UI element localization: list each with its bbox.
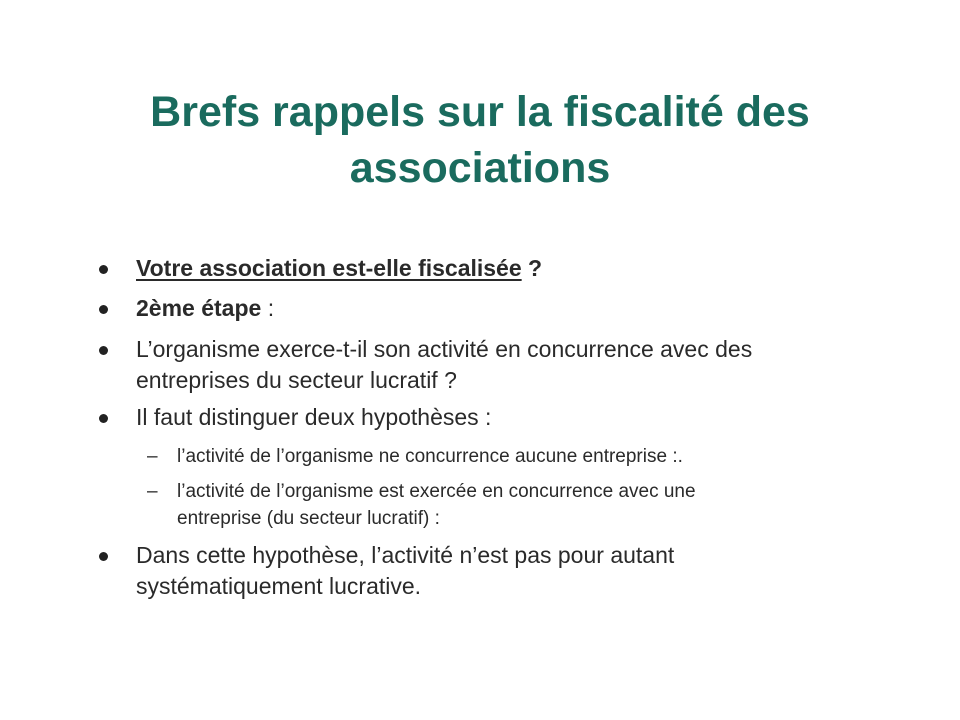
bullet-item-etape <box>136 293 896 324</box>
bullet-etape-label: 2ème étape <box>136 295 262 321</box>
bullet-item-lucrative <box>136 540 896 602</box>
bullet-hypotheses-text: Il faut distinguer deux hypothèses : <box>136 404 492 430</box>
dash-icon: – <box>147 481 158 502</box>
bullet-fiscalisee-tail: ? <box>521 255 543 281</box>
bullet-concurrence-line-1: L’organisme exerce-t-il son activité en concurrence avec des <box>136 336 753 362</box>
sub-item-aucune <box>147 443 877 470</box>
bullet-etape-tail: : <box>261 295 275 321</box>
title-line-1: Brefs rappels sur la fiscalité des <box>150 88 810 136</box>
sub-concurrence-line-2: entreprise (du secteur lucratif) : <box>177 508 440 529</box>
slide-title <box>80 84 880 196</box>
sub-concurrence-line-1: l’activité de l’organisme est exercée en concurrence avec une <box>177 481 696 502</box>
sub-item-concurrence <box>147 478 877 532</box>
bullet-item-concurrence <box>136 334 896 396</box>
dash-icon: – <box>147 446 158 467</box>
bullet-fiscalisee-label: Votre association est-elle fiscalisée <box>136 255 522 281</box>
bullet-dot-icon <box>99 346 108 355</box>
sub-aucune-text: l’activité de l’organisme ne concurrence aucune entreprise :. <box>177 446 683 467</box>
bullet-lucrative-line-1: Dans cette hypothèse, l’activité n’est pas pour autant <box>136 542 675 568</box>
bullet-concurrence-line-2: entreprises du secteur lucratif ? <box>136 367 457 393</box>
bullet-dot-icon <box>99 305 108 314</box>
bullet-dot-icon <box>99 265 108 274</box>
bullet-item-hypotheses <box>136 402 896 433</box>
title-line-2: associations <box>349 144 611 192</box>
bullet-item-fiscalisee <box>136 253 896 284</box>
bullet-lucrative-line-2: systématiquement lucrative. <box>136 573 422 599</box>
bullet-dot-icon <box>99 414 108 423</box>
bullet-dot-icon <box>99 552 108 561</box>
